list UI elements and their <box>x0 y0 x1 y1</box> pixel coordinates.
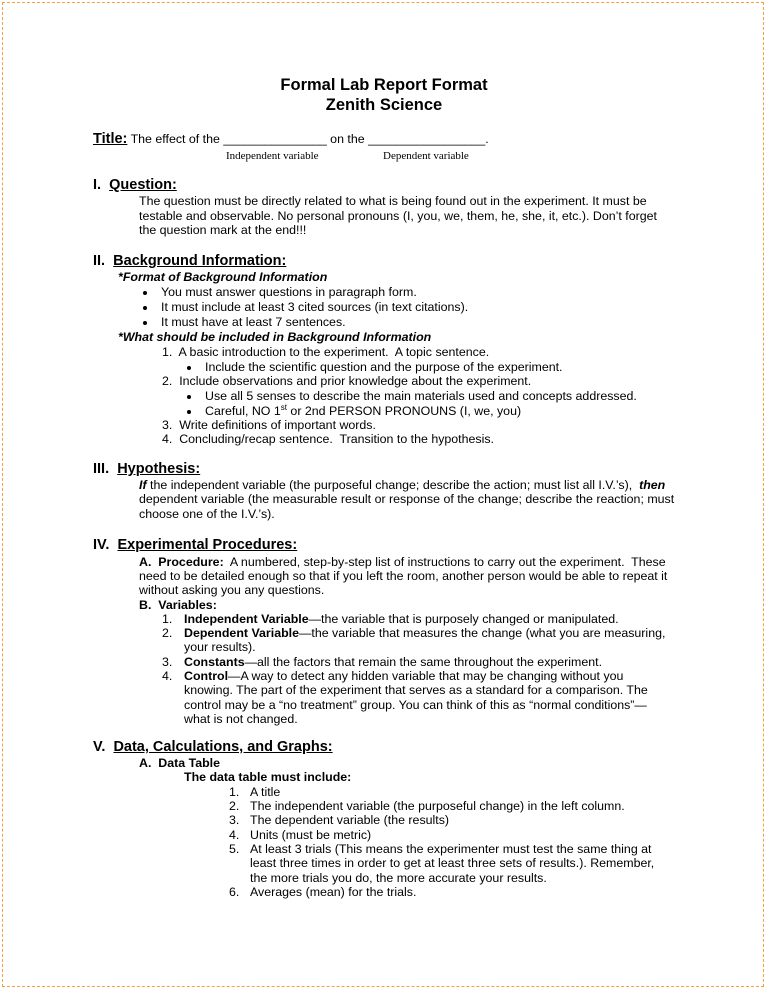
procedure-line-1 <box>139 555 666 570</box>
title-blank-2: _________________ <box>368 132 486 146</box>
variable-item-4-cont-2: control may be a “no treatment” group. You can think of this as “normal conditions”— <box>184 698 647 712</box>
document-subtitle: Zenith Science <box>325 96 443 114</box>
question-line-3: the question mark at the end!!! <box>139 223 307 237</box>
list-item: A title <box>250 785 281 799</box>
list-item: At least 3 trials (This means the experimenter must test the same thing at <box>250 842 652 856</box>
variable-item-4 <box>184 669 623 684</box>
question-line-1: The question must be directly related to what is being found out in the experiment. It must be <box>139 194 647 208</box>
format-bullet-1: You must answer questions in paragraph form. <box>161 285 417 299</box>
variable-definition: —all the factors that remain the same throughout the experiment. <box>244 655 603 669</box>
variable-term: Dependent Variable <box>184 626 299 640</box>
list-item: The dependent variable (the results) <box>250 813 450 827</box>
variable-definition: —A way to detect any hidden variable that may be changing without you <box>228 669 624 683</box>
title-row <box>93 132 489 147</box>
variable-number: 4. <box>162 669 173 683</box>
variable-number: 3. <box>162 655 173 669</box>
if-word: If <box>139 478 147 492</box>
variable-definition: —the variable that is purposely changed or manipulated. <box>308 612 619 626</box>
variable-item-4-cont-3: what is not changed. <box>184 712 298 726</box>
section-title: Hypothesis: <box>117 461 201 477</box>
list-number: 4. <box>229 828 240 842</box>
variable-term: Constants <box>184 655 245 669</box>
list-number: 3. <box>229 813 240 827</box>
section-title: Experimental Procedures: <box>117 537 298 553</box>
section-title: Background Information: <box>113 253 287 269</box>
variable-number: 2. <box>162 626 173 640</box>
section-hypothesis-heading <box>93 462 200 477</box>
include-item-2-bullet-2 <box>205 404 521 419</box>
procedure-text: A numbered, step-by-step list of instructions to carry out the experiment. These <box>223 555 666 569</box>
format-bullet-2: It must include at least 3 cited sources (in text citations). <box>161 300 469 314</box>
include-item-1-bullet: Include the scientific question and the purpose of the experiment. <box>205 360 563 374</box>
list-item-cont: the more trials you do, the more accurate your results. <box>250 871 547 885</box>
list-number: 2. <box>229 799 240 813</box>
procedure-line-3: without asking you any questions. <box>139 583 325 597</box>
list-item: Averages (mean) for the trials. <box>250 885 417 899</box>
hypothesis-line-1 <box>139 478 665 493</box>
format-bullet-3: It must have at least 7 sentences. <box>161 315 346 329</box>
list-item-cont: least three times in order to get at least three sets of results.). Remember, <box>250 856 655 870</box>
variable-item-1 <box>184 612 619 627</box>
bullet-text: Careful, NO 1 <box>205 404 281 418</box>
section-background-heading <box>93 254 286 269</box>
procedure-label: A. Procedure: <box>139 555 224 569</box>
bullet-icon <box>143 321 147 325</box>
section-number: I. <box>93 177 102 193</box>
title-label: Title: <box>93 131 128 147</box>
hypothesis-line-2: dependent variable (the measurable result or response of the change; describe the reaction; must <box>139 492 675 506</box>
hypothesis-text: the independent variable (the purposeful change; describe the action; must list all I.V.’s), <box>146 478 640 492</box>
bullet-icon <box>187 410 191 414</box>
section-title: Question: <box>109 177 177 193</box>
list-number: 5. <box>229 842 240 856</box>
variable-item-3 <box>184 655 602 670</box>
include-item-1: 1. A basic introduction to the experiment. A topic sentence. <box>162 345 490 359</box>
include-item-3: 3. Write definitions of important words. <box>162 418 376 432</box>
include-item-4: 4. Concluding/recap sentence. Transition to the hypothesis. <box>162 432 494 446</box>
then-word: then <box>639 478 666 492</box>
bullet-icon <box>143 306 147 310</box>
list-item: Units (must be metric) <box>250 828 372 842</box>
variable-number: 1. <box>162 612 173 626</box>
variables-label: B. Variables: <box>139 598 217 612</box>
title-blank-1: _______________ <box>223 132 327 146</box>
section-data-heading <box>93 740 333 755</box>
bullet-icon <box>187 366 191 370</box>
variable-item-4-cont-1: knowing. The part of the experiment that serves as a standard for a comparison. The <box>184 683 648 697</box>
section-number: III. <box>93 461 110 477</box>
include-heading: *What should be included in Background Information <box>118 330 432 344</box>
title-text-b: on the <box>326 132 369 146</box>
variable-item-2 <box>184 626 665 641</box>
variable-term: Control <box>184 669 229 683</box>
data-table-must-include: The data table must include: <box>184 770 352 784</box>
title-text-a: The effect of the <box>130 132 224 146</box>
iv-label: Independent variable <box>226 150 319 162</box>
section-procedures-heading <box>93 538 297 553</box>
bullet-icon <box>143 291 147 295</box>
include-item-2: 2. Include observations and prior knowledge about the experiment. <box>162 374 532 388</box>
dv-label: Dependent variable <box>383 150 469 162</box>
list-number: 1. <box>229 785 240 799</box>
format-heading: *Format of Background Information <box>118 270 328 284</box>
section-number: V. <box>93 739 106 755</box>
variable-term: Independent Variable <box>184 612 309 626</box>
section-title: Data, Calculations, and Graphs: <box>113 739 333 755</box>
document-title: Formal Lab Report Format <box>280 76 488 94</box>
variable-item-2-cont: your results). <box>184 640 256 654</box>
superscript: st <box>280 403 287 412</box>
list-number: 6. <box>229 885 240 899</box>
title-text-c: . <box>485 132 489 146</box>
section-number: IV. <box>93 537 110 553</box>
procedure-line-2: need to be detailed enough so that if you left the room, another person would be able to repeat it <box>139 569 668 583</box>
section-number: II. <box>93 253 106 269</box>
include-item-2-bullet-1: Use all 5 senses to describe the main materials used and concepts addressed. <box>205 389 637 403</box>
question-line-2: testable and observable. No personal pronouns (I, you, we, them, he, she, it, etc.). Don’t forget <box>139 209 657 223</box>
variable-definition: —the variable that measures the change (what you are measuring, <box>299 626 666 640</box>
hypothesis-line-3: choose one of the I.V.’s). <box>139 507 275 521</box>
data-table-subheading: A. Data Table <box>139 756 221 770</box>
section-question-heading <box>93 178 177 193</box>
list-item: The independent variable (the purposeful change) in the left column. <box>250 799 625 813</box>
bullet-icon <box>187 395 191 399</box>
bullet-text: or 2nd PERSON PRONOUNS (I, we, you) <box>286 404 522 418</box>
